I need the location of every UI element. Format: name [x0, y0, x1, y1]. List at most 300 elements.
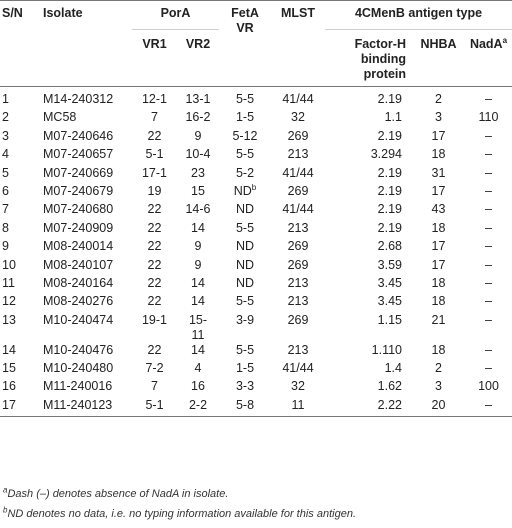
cell-sn-value: 4	[2, 147, 9, 162]
cell-vr1	[132, 129, 177, 147]
cell-sn	[0, 398, 40, 417]
cell-fhbp	[325, 294, 412, 312]
cell-sn	[0, 361, 40, 379]
cell-fhbp	[325, 343, 412, 361]
header-nada-footnote-mark: a	[502, 35, 508, 45]
cell-nhba-value: 18	[431, 342, 446, 357]
cell-vr2-value: 13-1	[185, 92, 211, 106]
header-isolate: Isolate	[43, 6, 83, 20]
cell-mlst-value: 213	[287, 147, 309, 162]
table-row	[0, 221, 512, 239]
cell-vr2-value: 16	[191, 379, 205, 394]
cell-vr2	[177, 379, 219, 397]
cell-isolate	[40, 221, 132, 239]
cell-nhba-value: 18	[431, 220, 446, 235]
cell-fhbp-value: 2.19	[377, 183, 402, 198]
cell-sn	[0, 87, 40, 111]
cell-isolate-value: M08-240276	[43, 294, 114, 309]
cell-vr2	[177, 166, 219, 184]
cell-fhbp	[325, 379, 412, 397]
cell-mlst-value: 213	[287, 220, 309, 235]
table-header	[0, 1, 512, 87]
cell-isolate	[40, 398, 132, 417]
cell-fhbp-value: 3.45	[377, 275, 402, 290]
table-row	[0, 166, 512, 184]
header-vr1: VR1	[142, 37, 167, 51]
cell-vr1-value: 17-1	[141, 165, 168, 180]
cell-vr1-value: 22	[147, 342, 162, 357]
table-row	[0, 313, 512, 343]
cell-nhba	[412, 313, 465, 343]
cell-nada-value: –	[485, 397, 492, 412]
cell-nada-value: –	[485, 342, 492, 357]
header-vr2: VR2	[185, 37, 211, 51]
cell-nhba-value: 17	[431, 257, 446, 272]
cell-vr1	[132, 202, 177, 220]
cell-isolate-value: M07-240909	[43, 220, 114, 235]
cell-sn	[0, 343, 40, 361]
cell-isolate-value: M08-240107	[43, 257, 114, 272]
cell-vr1	[132, 361, 177, 379]
cell-feta-vr-value: 5-5	[235, 92, 255, 106]
footnote-b	[3, 505, 356, 520]
cell-nada	[465, 87, 512, 111]
cell-isolate-value: M08-240164	[43, 275, 114, 290]
cell-mlst	[271, 202, 325, 220]
cell-vr2-value: 14	[191, 220, 205, 235]
cell-feta-vr	[219, 166, 271, 184]
cell-fhbp	[325, 110, 412, 128]
cell-sn	[0, 147, 40, 165]
cell-sn	[0, 294, 40, 312]
table-row	[0, 184, 512, 202]
cell-vr1	[132, 343, 177, 361]
cell-sn-value: 8	[2, 220, 9, 235]
cell-nhba-value: 18	[431, 275, 446, 290]
cell-vr1-value: 19-1	[141, 312, 168, 327]
cell-sn	[0, 313, 40, 343]
cell-feta-vr-value: ND	[235, 257, 255, 272]
cell-mlst	[271, 343, 325, 361]
cell-nhba-value: 3	[435, 379, 442, 394]
cell-sn	[0, 276, 40, 294]
cell-vr1	[132, 239, 177, 257]
cell-isolate-value: M14-240312	[43, 92, 114, 106]
cell-isolate	[40, 294, 132, 312]
cell-sn-value: 13	[2, 312, 16, 327]
cell-sn-value: 17	[2, 397, 16, 412]
cell-nada-value: –	[485, 128, 492, 143]
cell-mlst	[271, 379, 325, 397]
cell-feta-vr	[219, 258, 271, 276]
table-row	[0, 398, 512, 417]
cell-vr2-value: 2-2	[188, 397, 208, 412]
cell-isolate-value: M07-240679	[43, 183, 114, 198]
cell-nhba-value: 17	[431, 128, 446, 143]
table-body	[0, 87, 512, 417]
cell-feta-vr	[219, 398, 271, 417]
cell-sn-value: 1	[2, 92, 9, 106]
cell-nada	[465, 129, 512, 147]
cell-sn	[0, 379, 40, 397]
cell-fhbp-value: 1.15	[377, 312, 402, 327]
cell-feta-vr-value: 3-9	[235, 312, 255, 327]
cell-vr2-value: 15-	[188, 312, 208, 327]
cell-vr1-value: 22	[147, 220, 162, 235]
cell-isolate-value: M07-240657	[43, 147, 114, 162]
cell-mlst	[271, 129, 325, 147]
cell-fhbp	[325, 184, 412, 202]
cell-fhbp	[325, 147, 412, 165]
cell-vr2	[177, 129, 219, 147]
table-row	[0, 379, 512, 397]
cell-fhbp	[325, 129, 412, 147]
cell-vr1	[132, 258, 177, 276]
header-nhba: NHBA	[420, 37, 457, 51]
cell-fhbp	[325, 221, 412, 239]
cell-isolate	[40, 258, 132, 276]
cell-fhbp	[325, 276, 412, 294]
cell-vr2	[177, 147, 219, 165]
cell-fhbp-value: 2.19	[377, 220, 402, 235]
cell-fhbp-value: 1.1	[384, 110, 402, 125]
cell-mlst-value: 32	[291, 379, 305, 394]
cell-isolate-value: M11-240016	[43, 379, 113, 394]
cell-nada-value: 110	[478, 110, 499, 125]
cell-feta-vr-value: ND	[233, 183, 252, 198]
cell-fhbp-value: 2.22	[377, 397, 402, 412]
cell-isolate	[40, 202, 132, 220]
cell-mlst-value: 11	[291, 397, 305, 412]
cell-nada	[465, 184, 512, 202]
table-row	[0, 110, 512, 128]
cell-feta-vr-value: 1-5	[235, 110, 255, 125]
table-row	[0, 294, 512, 312]
cell-sn-value: 6	[2, 183, 9, 198]
cell-vr1-value: 12-1	[141, 92, 168, 106]
cell-sn	[0, 239, 40, 257]
cell-nhba-value: 3	[435, 110, 442, 125]
cell-nhba	[412, 239, 465, 257]
cell-vr1-value: 5-1	[145, 147, 164, 162]
cell-nada-value: –	[485, 257, 492, 272]
footnote-a-mark: a	[3, 485, 8, 495]
cell-mlst	[271, 184, 325, 202]
footnote-a	[3, 485, 229, 500]
cell-nada	[465, 343, 512, 361]
table-row	[0, 361, 512, 379]
cell-vr2-value: 10-4	[185, 147, 211, 162]
cell-isolate	[40, 276, 132, 294]
cell-nada-value: –	[485, 361, 492, 376]
cell-isolate	[40, 313, 132, 343]
cell-nada-value: –	[485, 220, 492, 235]
footnote-b-mark: b	[3, 505, 8, 515]
cell-vr2-value: 23	[191, 165, 205, 180]
cell-nada	[465, 110, 512, 128]
cell-vr1	[132, 184, 177, 202]
cell-sn	[0, 129, 40, 147]
cell-nhba-value: 17	[431, 239, 446, 254]
cell-vr2-value: 16-2	[185, 110, 211, 125]
cell-isolate	[40, 166, 132, 184]
cell-vr1-value: 7	[151, 379, 158, 394]
cell-mlst	[271, 276, 325, 294]
table-row	[0, 129, 512, 147]
cell-feta-vr-value: 5-12	[232, 128, 258, 143]
cell-feta-vr	[219, 221, 271, 239]
cell-feta-vr-value: 5-2	[235, 165, 255, 180]
cell-mlst	[271, 87, 325, 111]
cell-vr2	[177, 184, 219, 202]
cell-vr2-value: 9	[194, 128, 202, 143]
header-mlst: MLST	[280, 6, 316, 20]
cell-feta-vr	[219, 239, 271, 257]
cell-nada-value: 100	[478, 379, 499, 394]
cell-mlst	[271, 361, 325, 379]
cell-nada	[465, 361, 512, 379]
cell-feta-vr-value: 5-8	[235, 397, 255, 412]
cell-vr2	[177, 361, 219, 379]
cell-vr1-value: 19	[147, 183, 162, 198]
footnote-b-text: ND denotes no data, i.e. no typing information available for this antigen.	[7, 508, 356, 520]
cell-vr2	[177, 258, 219, 276]
cell-nada	[465, 166, 512, 184]
cell-vr1-value: 22	[147, 257, 162, 272]
cell-isolate-value: M10-240476	[43, 342, 114, 357]
cell-vr1-value: 22	[147, 239, 162, 254]
cell-sn	[0, 202, 40, 220]
cell-feta-vr	[219, 361, 271, 379]
cell-nhba	[412, 147, 465, 165]
cell-isolate	[40, 87, 132, 111]
cell-vr1-value: 7-2	[145, 361, 164, 376]
cell-feta-vr	[219, 147, 271, 165]
cell-vr1-value: 5-1	[145, 397, 164, 412]
cell-nada	[465, 147, 512, 165]
cell-fhbp-value: 1.110	[371, 342, 402, 357]
cell-nada-value: –	[485, 239, 492, 254]
cell-fhbp	[325, 202, 412, 220]
cell-isolate	[40, 110, 132, 128]
cell-nada-value: –	[485, 147, 492, 162]
header-fhbp: Factor-H binding protein	[354, 37, 406, 81]
cell-nada	[465, 398, 512, 417]
cell-isolate	[40, 147, 132, 165]
cell-vr2-value: 9	[194, 239, 202, 254]
cell-nhba-value: 2	[435, 361, 442, 376]
cell-nhba	[412, 129, 465, 147]
cell-sn-value: 10	[2, 257, 16, 272]
cell-sn	[0, 184, 40, 202]
cell-nhba	[412, 294, 465, 312]
cell-vr1	[132, 398, 177, 417]
cell-vr1	[132, 166, 177, 184]
cell-vr1-value: 22	[147, 128, 162, 143]
cell-isolate-value: M10-240474	[43, 312, 114, 327]
cell-mlst-value: 41/44	[282, 361, 314, 376]
cell-fhbp	[325, 239, 412, 257]
cell-nada	[465, 313, 512, 343]
table-row	[0, 343, 512, 361]
cell-mlst-value: 213	[287, 275, 309, 290]
cell-fhbp-value: 3.45	[377, 294, 402, 309]
cell-nhba	[412, 221, 465, 239]
cell-feta-vr	[219, 276, 271, 294]
cell-isolate	[40, 239, 132, 257]
cell-nhba	[412, 258, 465, 276]
cell-nhba-value: 21	[431, 312, 446, 327]
cell-sn	[0, 110, 40, 128]
cell-fhbp-value: 2.19	[377, 165, 402, 180]
header-feta-line1: FetA	[231, 6, 259, 20]
cell-vr1	[132, 294, 177, 312]
cell-vr1-value: 22	[147, 202, 162, 217]
cell-isolate	[40, 184, 132, 202]
cell-sn	[0, 258, 40, 276]
cell-mlst-value: 32	[291, 110, 305, 125]
header-sn: S/N	[2, 6, 23, 20]
cell-mlst	[271, 166, 325, 184]
cell-nada-value: –	[485, 275, 492, 290]
cell-fhbp-value: 3.294	[370, 147, 402, 162]
cell-fhbp-value: 3.59	[377, 257, 402, 272]
cell-nada-value: –	[485, 92, 492, 106]
cell-feta-vr	[219, 87, 271, 111]
cell-nhba-value: 31	[431, 165, 446, 180]
cell-feta-vr	[219, 129, 271, 147]
cell-nada	[465, 202, 512, 220]
cell-feta-vr	[219, 313, 271, 343]
cell-nhba	[412, 379, 465, 397]
cell-mlst	[271, 110, 325, 128]
cell-mlst	[271, 294, 325, 312]
cell-vr1	[132, 379, 177, 397]
cell-vr1	[132, 313, 177, 343]
cell-sn	[0, 166, 40, 184]
table-row	[0, 239, 512, 257]
cell-vr2	[177, 87, 219, 111]
cell-feta-vr-value: 3-3	[235, 379, 255, 394]
header-4cmenb: 4CMenB antigen type	[325, 1, 512, 30]
cell-nada-value: –	[485, 165, 492, 180]
cell-nhba	[412, 276, 465, 294]
cell-mlst-value: 213	[287, 342, 309, 357]
cell-feta-vr-value: ND	[235, 239, 255, 254]
cell-feta-vr-value: 5-5	[235, 220, 255, 235]
cell-nada-value: –	[485, 202, 492, 217]
cell-vr2-value: 9	[194, 257, 202, 272]
cell-vr1	[132, 221, 177, 239]
cell-feta-vr-value: 5-5	[235, 294, 255, 309]
cell-mlst-value: 213	[287, 294, 309, 309]
cell-mlst-value: 41/44	[282, 165, 314, 180]
cell-mlst-value: 269	[287, 312, 309, 327]
cell-vr2	[177, 313, 219, 343]
cell-isolate	[40, 361, 132, 379]
cell-sn-value: 3	[2, 128, 9, 143]
cell-vr2	[177, 276, 219, 294]
cell-fhbp-value: 2.19	[377, 202, 402, 217]
cell-mlst-value: 41/44	[282, 92, 314, 106]
cell-mlst-value: 269	[287, 183, 309, 198]
cell-sn-value: 9	[2, 239, 9, 254]
cell-nhba	[412, 184, 465, 202]
cell-sn-value: 12	[2, 294, 16, 309]
cell-sn-value: 7	[2, 202, 9, 217]
cell-isolate-value: M07-240646	[43, 128, 114, 143]
cell-feta-vr	[219, 184, 271, 202]
cell-nada-value: –	[485, 312, 492, 327]
cell-vr2	[177, 398, 219, 417]
cell-vr2	[177, 294, 219, 312]
cell-nada	[465, 258, 512, 276]
cell-vr2-value: 14	[191, 342, 205, 357]
cell-vr2-value: 14	[191, 294, 205, 309]
cell-fhbp	[325, 361, 412, 379]
footnote-a-text: Dash (–) denotes absence of NadA in isolate.	[7, 488, 229, 500]
cell-vr2-value: 4	[194, 361, 202, 376]
cell-vr1-value: 22	[147, 294, 162, 309]
header-feta	[219, 1, 271, 87]
cell-nada	[465, 276, 512, 294]
cell-mlst	[271, 313, 325, 343]
cell-feta-vr-value: ND	[235, 275, 255, 290]
cell-feta-vr-value: ND	[235, 202, 255, 217]
cell-fhbp	[325, 398, 412, 417]
cell-feta-vr	[219, 202, 271, 220]
cell-sn-value: 2	[2, 110, 9, 125]
cell-vr2	[177, 239, 219, 257]
cell-mlst-value: 269	[287, 128, 309, 143]
table-row	[0, 87, 512, 111]
header-pora: PorA	[132, 1, 219, 30]
cell-isolate	[40, 343, 132, 361]
cell-nhba-value: 17	[431, 183, 446, 198]
cell-nada	[465, 221, 512, 239]
cell-nhba-value: 20	[431, 397, 446, 412]
cell-isolate-value: M08-240014	[43, 239, 114, 254]
cell-sn-value: 16	[2, 379, 16, 394]
cell-nada	[465, 294, 512, 312]
cell-vr1-value: 22	[147, 275, 162, 290]
cell-feta-vr-value: 1-5	[235, 361, 255, 376]
cell-nada	[465, 379, 512, 397]
cell-nada	[465, 239, 512, 257]
cell-sn	[0, 221, 40, 239]
cell-isolate-value: M07-240680	[43, 202, 114, 217]
table-row	[0, 202, 512, 220]
cell-vr2-value: 14-6	[185, 202, 211, 217]
header-nada	[465, 30, 512, 87]
cell-mlst-value: 41/44	[282, 202, 314, 217]
table-row	[0, 258, 512, 276]
cell-vr1	[132, 110, 177, 128]
cell-feta-footnote-mark: b	[251, 182, 257, 192]
cell-nhba	[412, 110, 465, 128]
cell-nhba	[412, 87, 465, 111]
cell-mlst	[271, 258, 325, 276]
cell-sn-value: 15	[2, 361, 16, 376]
cell-vr2	[177, 343, 219, 361]
cell-mlst	[271, 147, 325, 165]
cell-feta-vr	[219, 379, 271, 397]
cell-feta-vr	[219, 294, 271, 312]
cell-mlst-value: 269	[287, 257, 309, 272]
cell-isolate	[40, 379, 132, 397]
cell-nhba	[412, 361, 465, 379]
cell-isolate-value: M10-240480	[43, 361, 114, 376]
